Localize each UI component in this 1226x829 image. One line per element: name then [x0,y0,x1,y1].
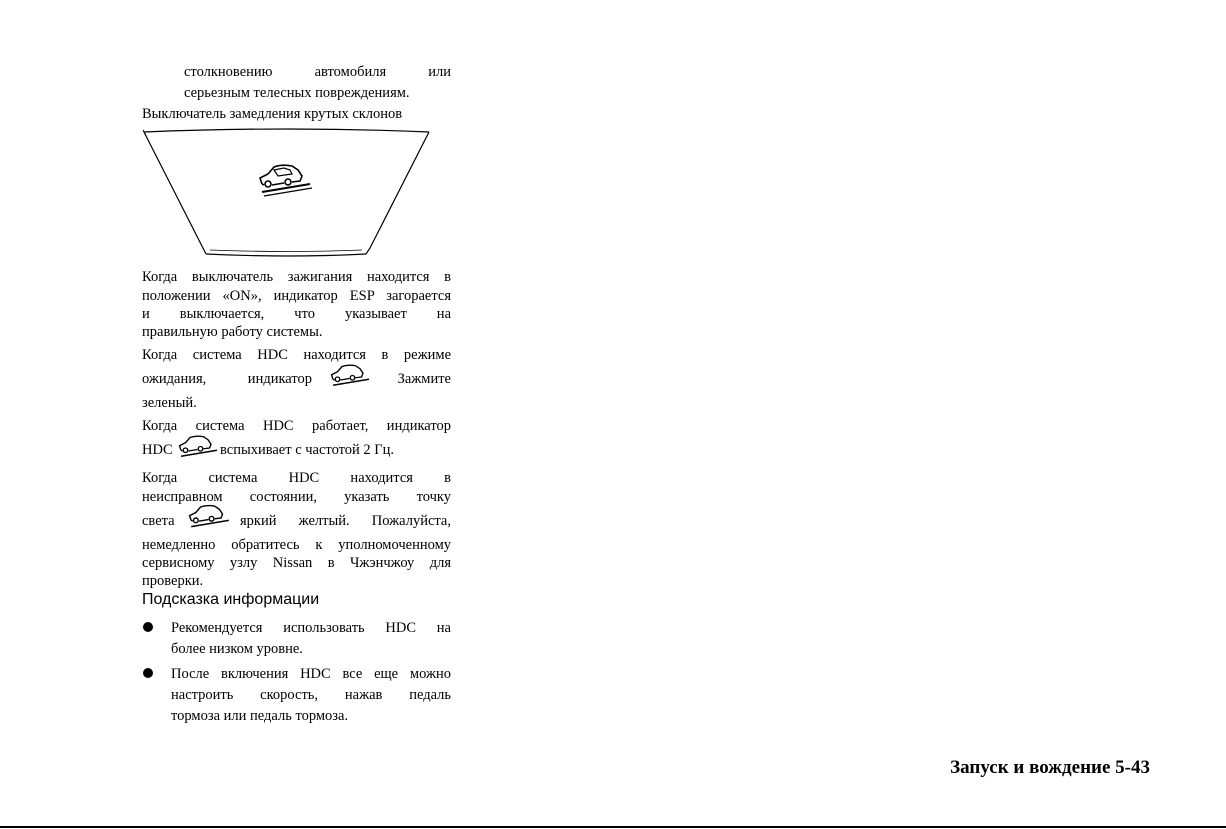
intro-line-2: серьезным телесных повреждениям. [184,85,410,101]
hdc-icon [260,165,312,196]
para-fault-line6: проверки. [142,573,204,589]
para-fault-line5: сервисному узлу Nissan в Чжэнчжоу для [142,555,451,571]
hdc-indicator-icon [330,362,372,392]
page-bottom-rule [0,826,1226,828]
switch-heading: Выключатель замедления крутых склонов [142,106,403,122]
hdc-switch-illustration [140,126,435,262]
para-esp-line4: правильную работу системы. [142,324,323,340]
bullet-dot [143,622,153,632]
bullet-1-line1: Рекомендуется использовать HDC на [171,620,451,636]
para-working-line2-left: HDC [142,442,173,458]
bullet-2-line3: тормоза или педаль тормоза. [171,708,349,724]
bullet-dot [143,668,153,678]
para-fault-line2: неисправном состоянии, указать точку [142,489,451,505]
intro-line-1: столкновению автомобиля или [184,64,451,80]
bullet-2-line1: После включения HDC все еще можно [171,666,451,682]
para-esp-line1: Когда выключатель зажигания находится в [142,269,451,285]
para-esp-line3: и выключается, что указывает на [142,306,451,322]
para-fault-line1: Когда система HDC находится в [142,470,451,486]
para-fault-line3-left: света [142,513,175,529]
para-standby-line2-right: Зажмите [397,371,451,387]
para-working-line1: Когда система HDC работает, индикатор [142,418,451,434]
bullet-1-line2: более низком уровне. [171,641,303,657]
para-standby-line2-left: ожидания, индикатор [142,371,312,387]
hdc-flashing-icon [178,433,220,463]
para-standby-line1: Когда система HDC находится в режиме [142,347,451,363]
hdc-fault-icon [188,503,232,533]
para-working-line2-right: вспыхивает с частотой 2 Гц. [220,442,395,458]
para-fault-line4: немедленно обратитесь к уполномоченному [142,537,451,553]
para-esp-line2: положении «ON», индикатор ESP загорается [142,288,451,304]
bullet-2-line2: настроить скорость, нажав педаль [171,687,451,703]
para-fault-line3-right: яркий желтый. Пожалуйста, [240,513,451,529]
page-footer: Запуск и вождение 5-43 [950,757,1150,778]
para-standby-line3: зеленый. [142,395,197,411]
hint-heading: Подсказка информации [142,591,320,608]
